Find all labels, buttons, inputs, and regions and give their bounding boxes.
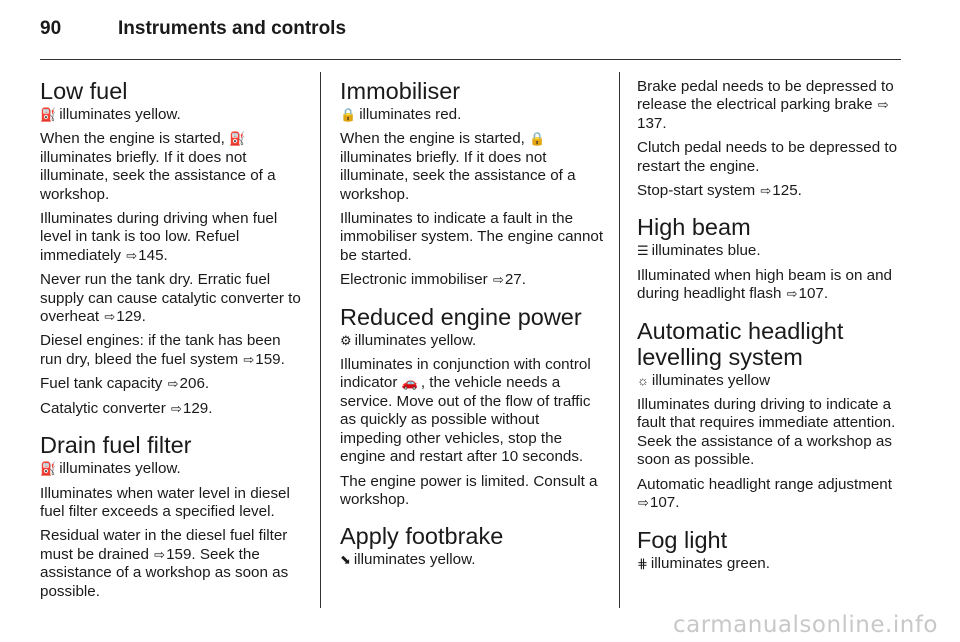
text: When the engine is started, — [340, 130, 525, 148]
text: Illuminates when water level in diesel fuel filter exceeds a specified level. — [40, 484, 290, 520]
page-ref-link[interactable]: 107. — [649, 494, 680, 512]
page-ref-arrow-icon: ⇨ — [492, 272, 504, 288]
text: illuminates yellow. — [353, 551, 476, 569]
text: Catalytic converter — [40, 399, 166, 417]
high-beam-icon: ☰ — [637, 243, 649, 259]
text: Illuminates during driving when fuel level in tank is too low. Refuel immediately — [40, 210, 278, 264]
section-brake-pedal — [637, 78, 903, 200]
text: illuminates briefly. If it does not illuminate, seek the assistance of a workshop. — [340, 148, 576, 203]
heading-low-fuel: Low fuel — [40, 78, 128, 104]
page-ref-arrow-icon: ⇨ — [760, 183, 772, 199]
heading-fog-light: Fog light — [637, 526, 728, 553]
water-in-fuel-icon: ⛽ — [40, 461, 57, 477]
text: illuminates yellow. — [59, 106, 181, 123]
text: Stop-start system — [637, 182, 756, 200]
text: Automatic headlight range adjustment — [637, 475, 892, 493]
text: Illuminates to indicate a fault in the immobiliser system. The engine cannot be started. — [340, 210, 604, 264]
heading-drain-fuel-filter: Drain fuel filter — [40, 432, 192, 459]
text: illuminates blue. — [651, 242, 761, 260]
column-divider-2 — [619, 72, 620, 608]
text: illuminates yellow. — [354, 331, 477, 349]
text: Illuminates in conjunction with control indicator — [340, 356, 591, 392]
section-immobiliser — [340, 78, 605, 290]
heading-headlight-levelling: Automatic headlight levelling system — [637, 317, 844, 370]
page-header — [40, 18, 346, 48]
page-ref-link[interactable]: 159. — [255, 350, 285, 368]
text: Residual water in the diesel fuel filter must be drained — [40, 527, 288, 563]
footbrake-icon: ⬊ — [340, 552, 351, 568]
page-ref-arrow-icon: ⇨ — [638, 495, 649, 511]
page-ref-arrow-icon: ⇨ — [154, 546, 166, 562]
header-divider — [40, 59, 901, 60]
section-low-fuel — [40, 78, 306, 418]
section-high-beam — [637, 214, 903, 303]
text: illuminates yellow — [651, 371, 771, 389]
text: illuminates briefly. If it does not illuminate, seek the assistance of a workshop. — [40, 148, 276, 203]
text: Brake pedal needs to be depressed to release the electrical parking brake — [637, 78, 894, 114]
page-ref-arrow-icon: ⇨ — [877, 97, 889, 113]
column-3 — [637, 78, 903, 579]
page-ref-link[interactable]: 206. — [179, 375, 210, 393]
fuel-pump-icon: ⛽ — [229, 131, 246, 147]
page-title: Instruments and controls — [118, 18, 347, 39]
service-vehicle-icon: 🚗 — [401, 375, 418, 391]
section-fog-light — [637, 527, 903, 573]
column-divider-1 — [320, 72, 321, 608]
text: Clutch pedal needs to be depressed to restart the engine. — [637, 139, 898, 175]
page-ref-arrow-icon: ⇨ — [243, 351, 255, 367]
page-ref-arrow-icon: ⇨ — [786, 286, 798, 302]
heading-high-beam: High beam — [637, 214, 751, 241]
heading-apply-footbrake: Apply footbrake — [340, 523, 504, 550]
page-ref-arrow-icon: ⇨ — [167, 376, 179, 392]
section-headlight-levelling — [637, 318, 903, 513]
page-ref-link[interactable]: 27. — [504, 271, 526, 289]
fuel-pump-icon: ⛽ — [40, 107, 57, 122]
text: illuminates green. — [650, 554, 770, 572]
text: Diesel engines: if the tank has been run dry, bleed the fuel system — [40, 332, 281, 368]
car-lock-icon: 🔒 — [529, 131, 546, 147]
text: illuminates red. — [359, 106, 462, 123]
page-ref-link[interactable]: 159. Seek the assistance of a workshop as soon as possible. — [40, 545, 289, 600]
page-ref-arrow-icon: ⇨ — [171, 400, 182, 416]
text: Electronic immobiliser — [340, 271, 488, 289]
heading-immobiliser: Immobiliser — [340, 78, 461, 104]
page-ref-link[interactable]: 129. — [116, 308, 146, 326]
text: , the vehicle needs a service. Move out of the flow of traffic as quickly as possible without impeding other vehicles, stop the engine and restart after 10 seconds. — [340, 374, 591, 466]
section-reduced-engine-power — [340, 304, 605, 510]
page-ref-link[interactable]: 129. — [182, 399, 213, 417]
fog-light-icon: ⋕ — [637, 555, 648, 571]
page-ref-link[interactable]: 107. — [798, 285, 829, 303]
engine-power-icon: ⚙ — [340, 332, 352, 348]
headlight-levelling-icon: ☼ — [637, 372, 649, 388]
text: Fuel tank capacity — [40, 375, 163, 393]
heading-reduced-engine-power: Reduced engine power — [340, 303, 582, 330]
text: Illuminates during driving to indicate a fault that requires immediate attention. Seek the assistance of a workshop as soon as possible. — [637, 396, 896, 469]
page-ref-link[interactable]: 125. — [772, 182, 802, 200]
text: Illuminated when high beam is on and during headlight flash — [637, 266, 892, 303]
column-2 — [340, 78, 605, 576]
car-lock-icon: 🔒 — [340, 107, 357, 122]
text: When the engine is started, — [40, 130, 225, 148]
text: illuminates yellow. — [59, 460, 181, 478]
text: Never run the tank dry. Erratic fuel supply can cause catalytic converter to overheat — [40, 271, 301, 326]
watermark: carmanualsonline.info — [672, 612, 938, 638]
page-ref-link[interactable]: 137. — [637, 114, 667, 132]
page-ref-arrow-icon: ⇨ — [104, 309, 116, 325]
page-ref-arrow-icon: ⇨ — [126, 247, 138, 263]
column-1 — [40, 78, 306, 607]
section-drain-fuel-filter — [40, 432, 306, 601]
text: The engine power is limited. Consult a workshop. — [340, 472, 598, 508]
page-ref-link[interactable]: 145. — [138, 246, 168, 264]
page-number: 90 — [40, 18, 62, 39]
section-apply-footbrake — [340, 523, 605, 569]
